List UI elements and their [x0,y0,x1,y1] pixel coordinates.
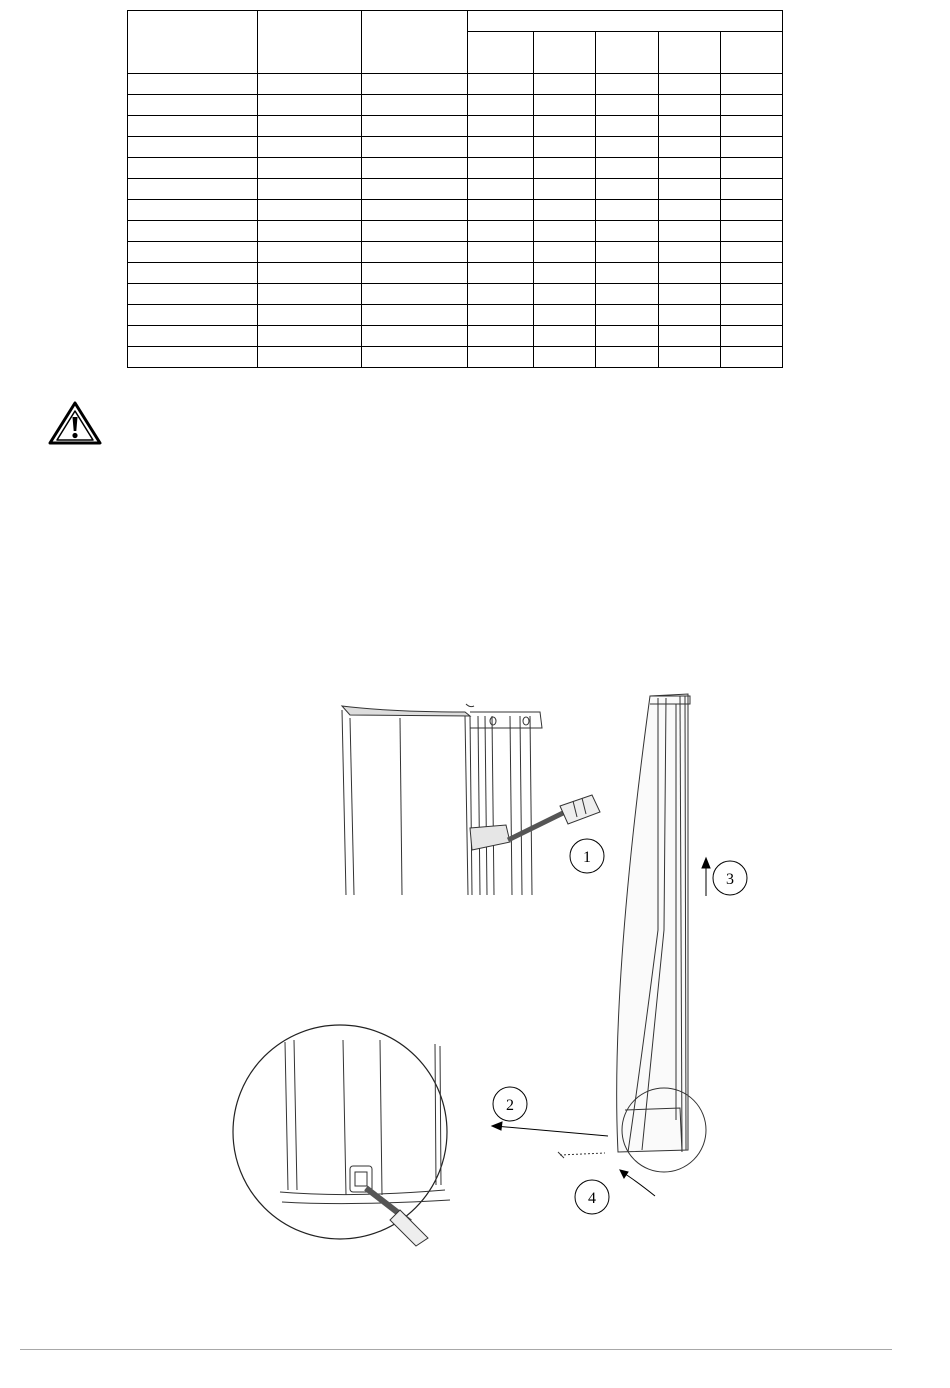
table-cell [258,200,362,221]
table-cell [468,242,534,263]
table-cell [721,200,783,221]
table-cell [468,74,534,95]
table-cell [534,74,596,95]
table-cell [659,179,721,200]
table-row [128,116,783,137]
table-cell [721,158,783,179]
table-header-cell [258,11,362,74]
table-cell [534,158,596,179]
table-subheader-cell [596,32,659,74]
table-cell [534,263,596,284]
table-cell [362,263,468,284]
table-cell [258,137,362,158]
table-cell [596,200,659,221]
table-cell [659,158,721,179]
table-header-cell [362,11,468,74]
table-cell [721,326,783,347]
table-row [128,242,783,263]
table-row [128,200,783,221]
table-cell [258,179,362,200]
table-cell [258,326,362,347]
table-cell [534,347,596,368]
table-cell [362,158,468,179]
table-cell [596,305,659,326]
spec-table [127,10,783,368]
table-cell [258,221,362,242]
table-cell [659,116,721,137]
table-cell [659,200,721,221]
table-cell [468,200,534,221]
table-cell [258,263,362,284]
table-cell [258,74,362,95]
table-cell [362,242,468,263]
table-cell [721,305,783,326]
table-cell [534,95,596,116]
table-cell [468,263,534,284]
footer-divider [20,1349,892,1350]
table-cell [468,95,534,116]
table-cell [534,305,596,326]
table-cell [258,305,362,326]
table-cell [659,242,721,263]
table-row [128,221,783,242]
table-cell [721,242,783,263]
table-row [128,305,783,326]
table-cell [362,137,468,158]
table-cell [468,347,534,368]
table-cell [362,305,468,326]
table-cell [362,74,468,95]
detail-magnified-view [233,1025,450,1246]
table-cell [596,284,659,305]
table-cell [128,95,258,116]
table-cell [721,347,783,368]
table-cell [596,221,659,242]
table-cell [659,74,721,95]
table-row [128,347,783,368]
table-cell [721,179,783,200]
table-cell [258,284,362,305]
table-cell [721,137,783,158]
table-group-header-cell [468,11,783,32]
table-cell [596,326,659,347]
table-cell [258,116,362,137]
table-row [128,95,783,116]
table-cell [362,200,468,221]
table-cell [534,116,596,137]
table-cell [128,74,258,95]
table-cell [534,284,596,305]
table-header-row [128,11,783,32]
table-cell [596,116,659,137]
column-panel [617,694,690,1152]
warning-triangle-icon [48,400,102,446]
table-cell [468,137,534,158]
table-cell [258,95,362,116]
table-row [128,74,783,95]
table-row [128,263,783,284]
table-cell [362,179,468,200]
table-cell [721,74,783,95]
table-row [128,179,783,200]
table-cell [659,137,721,158]
table-row [128,137,783,158]
table-cell [596,158,659,179]
callout-4-label: 4 [588,1190,596,1207]
table-cell [258,158,362,179]
table-cell [128,347,258,368]
table-cell [659,347,721,368]
table-cell [596,263,659,284]
table-cell [659,284,721,305]
table-cell [128,305,258,326]
table-cell [721,221,783,242]
callout-3-label: 3 [726,871,734,888]
table-cell [659,95,721,116]
table-cell [468,221,534,242]
table-cell [362,326,468,347]
table-cell [258,347,362,368]
table-cell [596,74,659,95]
table-cell [596,95,659,116]
table-cell [468,179,534,200]
table-cell [534,326,596,347]
table-cell [128,326,258,347]
table-cell [468,326,534,347]
table-cell [721,284,783,305]
table-cell [468,305,534,326]
table-cell [721,95,783,116]
table-subheader-cell [721,32,783,74]
table-cell [362,347,468,368]
table-cell [128,158,258,179]
table-subheader-cell [468,32,534,74]
table-cell [258,242,362,263]
table-cell [468,116,534,137]
table-cell [596,242,659,263]
table-cell [128,137,258,158]
table-cell [596,179,659,200]
table-cell [128,179,258,200]
table-cell [128,200,258,221]
table-cell [659,263,721,284]
panel-top-view [342,704,600,895]
table-cell [362,221,468,242]
table-subheader-cell [534,32,596,74]
table-header-cell [128,11,258,74]
table-cell [534,179,596,200]
callout-1-label: 1 [583,849,591,866]
table-cell [128,284,258,305]
table-cell [362,116,468,137]
table-row [128,158,783,179]
table-cell [128,221,258,242]
table-cell [362,284,468,305]
table-row [128,284,783,305]
table-cell [362,95,468,116]
table-cell [128,116,258,137]
table-cell [596,137,659,158]
assembly-drawing [230,690,790,1255]
table-cell [659,221,721,242]
table-cell [721,263,783,284]
table-cell [468,158,534,179]
table-cell [534,242,596,263]
table-row [128,326,783,347]
table-cell [659,305,721,326]
table-cell [534,137,596,158]
table-cell [721,116,783,137]
table-cell [128,242,258,263]
table-cell [468,284,534,305]
table-subheader-cell [659,32,721,74]
table-cell [659,326,721,347]
table-cell [534,200,596,221]
table-cell [128,263,258,284]
table-cell [534,221,596,242]
callout-2-label: 2 [506,1097,514,1114]
table-cell [596,347,659,368]
